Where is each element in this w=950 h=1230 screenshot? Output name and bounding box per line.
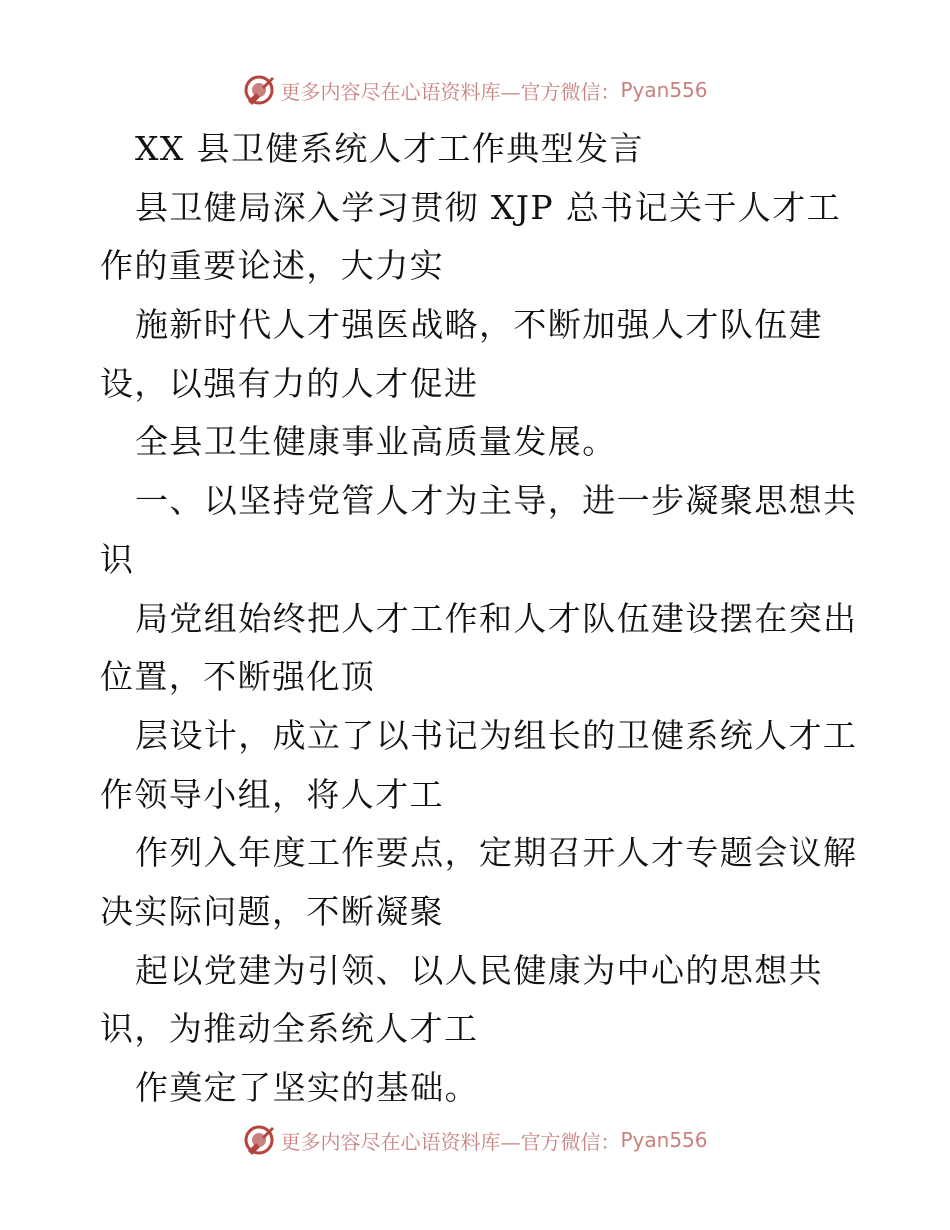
text-line: 作领导小组，将人才工	[100, 774, 444, 814]
ribbon-seal-icon	[242, 73, 276, 107]
header-wechat-id: Pyan556	[620, 78, 708, 102]
text-line: 决实际问题，不断凝聚	[100, 891, 444, 931]
section-heading: 一、以坚持党管人才为主导，进一步凝聚思想共	[135, 481, 858, 521]
text-line: 局党组始终把人才工作和人才队伍建设摆在突出	[135, 598, 858, 638]
text-line: 施新时代人才强医战略，不断加强人才队伍建	[135, 305, 823, 345]
text-line: 全县卫生健康事业高质量发展。	[135, 422, 617, 462]
document-body	[100, 120, 860, 1118]
footer-banner-text: 更多内容尽在心语资料库—官方微信：	[280, 1129, 621, 1154]
text-line: 作列入年度工作要点，定期召开人才专题会议解	[135, 833, 858, 873]
header-banner-text: 更多内容尽在心语资料库—官方微信：	[280, 79, 621, 104]
text-line: 设，以强有力的人才促进	[100, 363, 479, 403]
text-line: 作奠定了坚实的基础。	[135, 1068, 479, 1107]
text-line: 位置，不断强化顶	[100, 657, 376, 697]
ribbon-seal-icon	[242, 1123, 276, 1157]
text-line: 识，为推动全系统人才工	[100, 1009, 479, 1049]
footer-banner	[0, 1120, 950, 1160]
footer-wechat-id: Pyan556	[620, 1128, 708, 1152]
document-title: XX 县卫健系统人才工作典型发言	[135, 129, 644, 168]
header-banner	[0, 70, 950, 110]
text-line: 作的重要论述，大力实	[100, 246, 444, 286]
text-line: 县卫健局深入学习贯彻 XJP 总书记关于人才工	[135, 187, 842, 227]
text-line: 层设计，成立了以书记为组长的卫健系统人才工	[135, 715, 858, 755]
text-line: 起以党建为引领、以人民健康为中心的思想共	[135, 950, 823, 990]
section-heading-cont: 识	[100, 539, 135, 579]
